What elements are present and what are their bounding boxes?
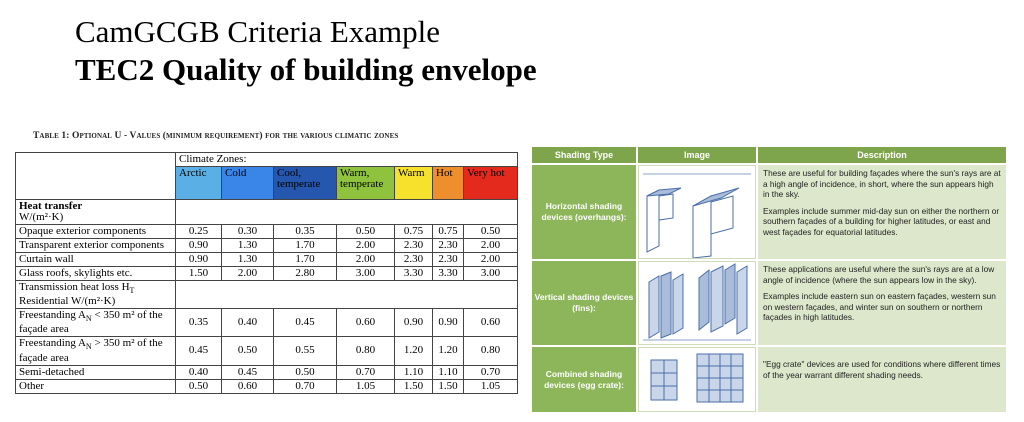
u-value-cell: 0.75: [433, 225, 464, 239]
u-value-cell: 2.00: [337, 253, 395, 267]
u-value-cell: 0.40: [222, 309, 274, 337]
u-value-cell: 1.30: [222, 239, 274, 253]
u-value-cell: 0.50: [274, 365, 337, 379]
slide-subtitle: TEC2 Quality of building envelope: [75, 52, 537, 87]
u-value-cell: 1.30: [222, 253, 274, 267]
table-row: [16, 379, 518, 393]
u-value-cell: 0.45: [222, 365, 274, 379]
desc-paragraph: "Egg crate" devices are used for conditions where different times of the year warrant different shading needs.: [763, 359, 1001, 380]
u-value-cell: 0.40: [176, 365, 222, 379]
u-value-cell: 0.80: [464, 337, 518, 365]
header-image: Image: [638, 147, 756, 163]
u-value-cell: 0.60: [222, 379, 274, 393]
table-row: [16, 365, 518, 379]
desc-paragraph: Examples include summer mid-day sun on either the northern or southern façades of a building for higher latitudes, or east and west façades for equatorial latitudes.: [763, 205, 1000, 237]
u-value-cell: 1.20: [433, 337, 464, 365]
egg-crate-diagram-icon: [638, 347, 756, 412]
zone-warm-temperate: Warm, temperate: [337, 167, 395, 200]
u-value-cell: 2.00: [464, 239, 518, 253]
u-value-cell: 0.90: [176, 253, 222, 267]
u-value-cell: 1.05: [337, 379, 395, 393]
u-value-cell: 0.45: [176, 337, 222, 365]
u-value-cell: 1.20: [395, 337, 433, 365]
u-value-cell: 2.30: [395, 253, 433, 267]
u-value-cell: 2.00: [222, 267, 274, 281]
shading-type-horizontal: Horizontal shading devices (overhangs):: [532, 165, 636, 259]
u-value-cell: 2.00: [337, 239, 395, 253]
u-value-cell: 1.10: [395, 365, 433, 379]
u-value-cell: 1.50: [176, 267, 222, 281]
desc-paragraph: Examples include eastern sun on eastern façades, western sun on western façades, and winter sun on southern or northern façades in high latitudes.: [763, 291, 996, 322]
u-value-cell: 0.90: [176, 239, 222, 253]
u-value-cell: 0.35: [176, 309, 222, 337]
u-value-cell: 3.30: [433, 267, 464, 281]
desc-paragraph: These are useful for building façades where the sun's rays are at a high angle of incidence, in short, where the sun appears high in the sky.: [763, 168, 1001, 199]
shading-row-combined: [532, 347, 1006, 412]
u-value-cell: 0.45: [274, 309, 337, 337]
zone-warm: Warm: [395, 167, 433, 200]
u-value-cell: 0.50: [464, 225, 518, 239]
transmission-heading: [16, 281, 176, 309]
header-description: Description: [758, 147, 1006, 163]
u-value-cell: 2.30: [433, 253, 464, 267]
shading-type-combined: Combined shading devices (egg crate):: [532, 347, 636, 412]
u-value-cell: 2.30: [433, 239, 464, 253]
heat-transfer-unit: W/(m²·K): [19, 211, 64, 223]
u-value-cell: 0.35: [274, 225, 337, 239]
u-value-cell: 0.55: [274, 337, 337, 365]
slide-title: CamGCGB Criteria Example: [75, 14, 441, 49]
u-value-cell: 2.00: [464, 253, 518, 267]
table-row: [16, 253, 518, 267]
u-value-cell: 0.70: [337, 365, 395, 379]
zone-cool-temperate: Cool, temperate: [274, 167, 337, 200]
fins-diagram-icon: [638, 261, 756, 345]
u-value-cell: 1.50: [433, 379, 464, 393]
shading-desc-combined: [758, 347, 1006, 412]
zone-hot: Hot: [433, 167, 464, 200]
shading-desc-horizontal: [758, 165, 1006, 259]
row-label: Glass roofs, skylights etc.: [16, 267, 176, 281]
table-row: [16, 267, 518, 281]
u-value-cell: 0.30: [222, 225, 274, 239]
zone-very-hot: Very hot: [464, 167, 518, 200]
u-value-cell: 0.90: [433, 309, 464, 337]
heat-transfer-title: Heat transfer: [19, 200, 83, 212]
row-label: Freestanding $A_N > 350$ m² of the façade area: [16, 337, 176, 365]
u-value-cell: 0.60: [464, 309, 518, 337]
u-value-cell: 3.00: [337, 267, 395, 281]
climate-zones-label: Climate Zones:: [176, 153, 518, 167]
u-value-cell: 0.25: [176, 225, 222, 239]
u-value-cell: 2.80: [274, 267, 337, 281]
row-label: Transparent exterior components: [16, 239, 176, 253]
row-label: Curtain wall: [16, 253, 176, 267]
u-value-cell: 1.50: [395, 379, 433, 393]
u-value-cell: 0.60: [337, 309, 395, 337]
row-label: Other: [16, 379, 176, 393]
shading-type-vertical: Vertical shading devices (fins):: [532, 261, 636, 345]
u-value-cell: 0.90: [395, 309, 433, 337]
shading-devices-table: [532, 147, 1006, 412]
u-value-cell: 2.30: [395, 239, 433, 253]
u-value-cell: 0.50: [337, 225, 395, 239]
u-value-cell: 3.00: [464, 267, 518, 281]
u-value-cell: 0.70: [464, 365, 518, 379]
transmission-spacer: [176, 281, 518, 309]
u-value-cell: 0.70: [274, 379, 337, 393]
zone-arctic: Arctic: [176, 167, 222, 200]
zone-cold: Cold: [222, 167, 274, 200]
table-caption: Table 1: Optional U - Values (minimum requirement) for the various climatic zones: [33, 131, 399, 141]
table-row: [16, 239, 518, 253]
table-corner-cell: [16, 167, 176, 200]
shading-desc-vertical: [758, 261, 1006, 345]
shading-row-vertical: [532, 261, 1006, 345]
u-value-cell: 1.70: [274, 239, 337, 253]
table-row: [16, 309, 518, 337]
row-label: Opaque exterior components: [16, 225, 176, 239]
row-label: Freestanding $A_N < 350$ m² of the façade area: [16, 309, 176, 337]
heat-transfer-heading: [16, 200, 176, 225]
u-value-cell: 1.05: [464, 379, 518, 393]
u-value-cell: 3.30: [395, 267, 433, 281]
desc-paragraph: These applications are useful where the sun's rays are at a low angle of incidence (where the sun appears low in the sky).: [763, 264, 995, 285]
u-values-table: [15, 152, 518, 394]
u-value-cell: 0.50: [176, 379, 222, 393]
table-row: [16, 225, 518, 239]
heat-transfer-spacer: [176, 200, 518, 225]
transmission-unit: Residential W/(m²·K): [19, 295, 116, 308]
u-value-cell: 1.10: [433, 365, 464, 379]
table-corner-cell: [16, 153, 176, 167]
u-value-cell: 0.50: [222, 337, 274, 365]
transmission-title: Transmission heat loss $H_T$: [19, 281, 135, 296]
table-row: [16, 337, 518, 365]
header-shading-type: Shading Type: [532, 147, 636, 163]
shading-row-horizontal: [532, 165, 1006, 259]
row-label: Semi-detached: [16, 365, 176, 379]
u-value-cell: 0.75: [395, 225, 433, 239]
u-value-cell: 0.80: [337, 337, 395, 365]
overhang-diagram-icon: [638, 165, 756, 259]
u-value-cell: 1.70: [274, 253, 337, 267]
